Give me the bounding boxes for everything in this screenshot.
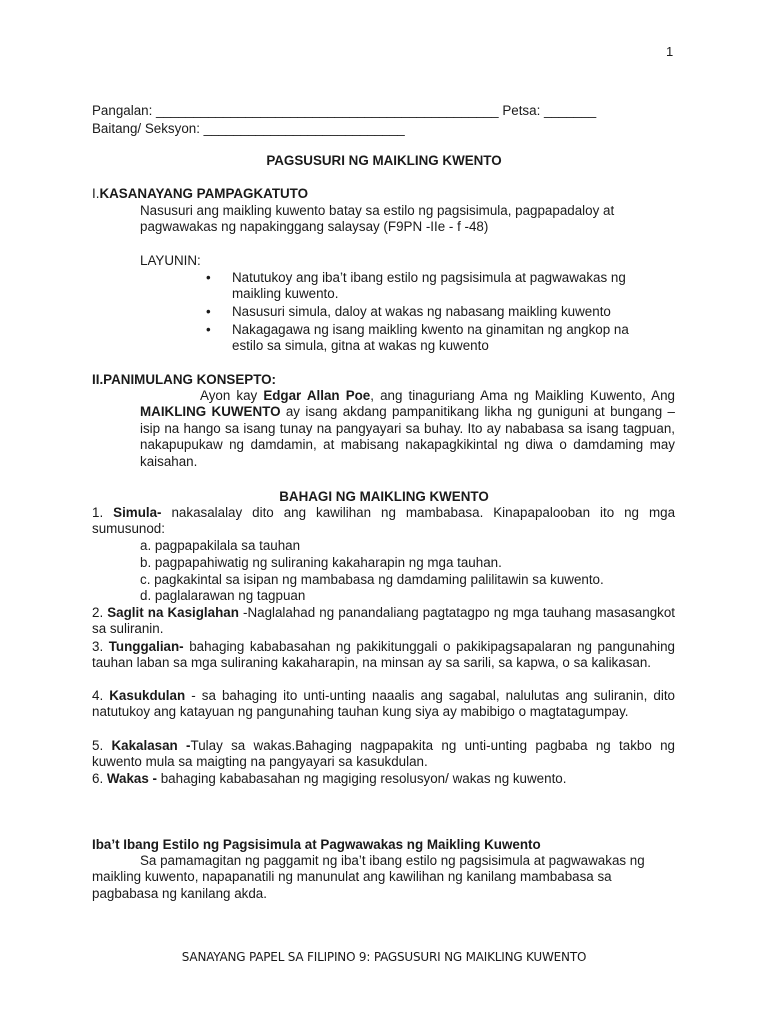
author-name: Edgar Allan Poe [263, 388, 371, 403]
intro-text: , ang tinaguriang Ama ng Maikling Kuwento, Ang [370, 388, 675, 403]
page-footer: SANAYANG PAPEL SA FILIPINO 9: PAGSUSURI NG MAIKLING KUWENTO [181, 950, 587, 964]
part-text: bahaging kababasahan ng magiging resolusyon/ wakas ng kuwento. [157, 771, 567, 786]
part-number: 3. [92, 639, 109, 654]
part-number: 1. [92, 505, 114, 520]
part-term: Simula- [113, 505, 162, 520]
part-item-wakas [92, 771, 675, 787]
section1-heading-prefix: I. [92, 186, 100, 201]
part-number: 5. [92, 738, 112, 753]
section1-heading-text: KASANAYANG PAMPAGKATUTO [99, 186, 309, 201]
intro-text: ay isang akdang pampanitikang likha ng guniguni at bungang –isip na hango sa isang tunay na pangyayari sa buhay. Ito ay nababasa sa isang tagpuan, nakapupukaw ng damdamin, at mabisang nakapagkikintal ng diwa o damdaming may kaisahan. [140, 404, 676, 469]
subitem: b. pagpapahiwatig ng suliraning kakaharapin ng mga tauhan. [140, 555, 502, 570]
part-number: 6. [92, 771, 107, 786]
part-term: Kasukdulan [109, 688, 186, 703]
name-date-line: Pangalan: ______________________________________________ Petsa: _______ [92, 103, 597, 118]
part-item-saglit [92, 605, 675, 638]
objective-text: Nakagagawa ng isang maikling kwento na ginamitan ng angkop na estilo sa simula, gitna at wakas ng kuwento [232, 322, 629, 354]
part-term: Tunggalian- [108, 639, 184, 654]
part-item-kasukdulan [92, 688, 675, 721]
estilo-paragraph: Sa pamamagitan ng paggamit ng iba’t ibang estilo ng pagsisimula at pagwawakas ng maikling kuwento, napapanatili ng manunulat ang kawilihan ng kanilang mambabasa sa pagbabasa ng kanilang akda. [92, 853, 645, 901]
key-term: MAIKLING KUWENTO [140, 404, 281, 420]
subitem: c. pagkakintal sa isipan ng mambabasa ng damdaming palilitawin sa kuwento. [140, 572, 604, 587]
part-text: -Naglalahad ng panandaliang pagtatagpo ng mga tauhang masasangkot sa suliranin. [92, 605, 676, 637]
intro-paragraph [140, 388, 675, 470]
bahagi-heading: BAHAGI NG MAIKLING KWENTO [279, 489, 489, 504]
part-text: bahaging kababasahan ng pakikitunggali o pakikipagsapalaran ng pangunahing tauhan laban sa mga suliraning kakaharapin, na minsan ay sa sarili, sa kapwa, o sa kalikasan. [92, 639, 676, 671]
part-text: Tulay sa wakas.Bahaging nagpapakita ng unti-unting pagbaba ng takbo ng kuwento mula sa maigting na pangyayari sa kasukdulan. [92, 738, 676, 770]
part-term: Saglit na Kasiglahan [107, 605, 239, 620]
document-title: PAGSUSURI NG MAIKLING KWENTO [266, 153, 502, 168]
part-text: - sa bahaging ito unti-unting naaalis ang sagabal, nalulutas ang suliranin, dito natutukoy ang katayuan ng pangunahing tauhan kung siya ay mabibigo o magtatagumpay. [92, 688, 675, 720]
objective-text: Nasusuri simula, daloy at wakas ng nabasang maikling kuwento [232, 304, 611, 319]
part-number: 4. [92, 688, 110, 703]
part-item-simula [92, 505, 675, 538]
section1-heading [92, 186, 308, 201]
layunin-label: LAYUNIN: [140, 253, 201, 268]
section2-heading: II.PANIMULANG KONSEPTO: [92, 372, 277, 387]
estilo-heading: Iba’t Ibang Estilo ng Pagsisimula at Pagwawakas ng Maikling Kuwento [92, 837, 541, 852]
part-term: Wakas - [106, 771, 158, 786]
page-number: 1 [666, 44, 674, 59]
part-term: Kakalasan - [111, 738, 191, 753]
part-number: 2. [92, 605, 108, 620]
subitem: a. pagpapakilala sa tauhan [140, 538, 301, 553]
objective-text: Natutukoy ang iba’t ibang estilo ng pagsisimula at pagwawakas ng maikling kuwento. [232, 270, 626, 302]
part-item-kakalasan [92, 738, 675, 771]
grade-section-line: Baitang/ Seksyon: ___________________________ [92, 121, 405, 136]
competency-text: Nasusuri ang maikling kuwento batay sa estilo ng pagsisimula, pagpapadaloy at pagwawakas ng napakinggang salaysay (F9PN -IIe - f -48) [140, 203, 615, 235]
part-item-tunggalian [92, 639, 675, 672]
part-text: nakasalalay dito ang kawilihan ng mambabasa. Kinapapalooban ito ng mga sumusunod: [92, 505, 676, 537]
bullet-icon: • [206, 270, 211, 285]
intro-text: Ayon kay [200, 388, 264, 403]
subitem: d. paglalarawan ng tagpuan [140, 588, 306, 603]
bullet-icon: • [206, 304, 211, 319]
bullet-icon: • [206, 322, 211, 337]
